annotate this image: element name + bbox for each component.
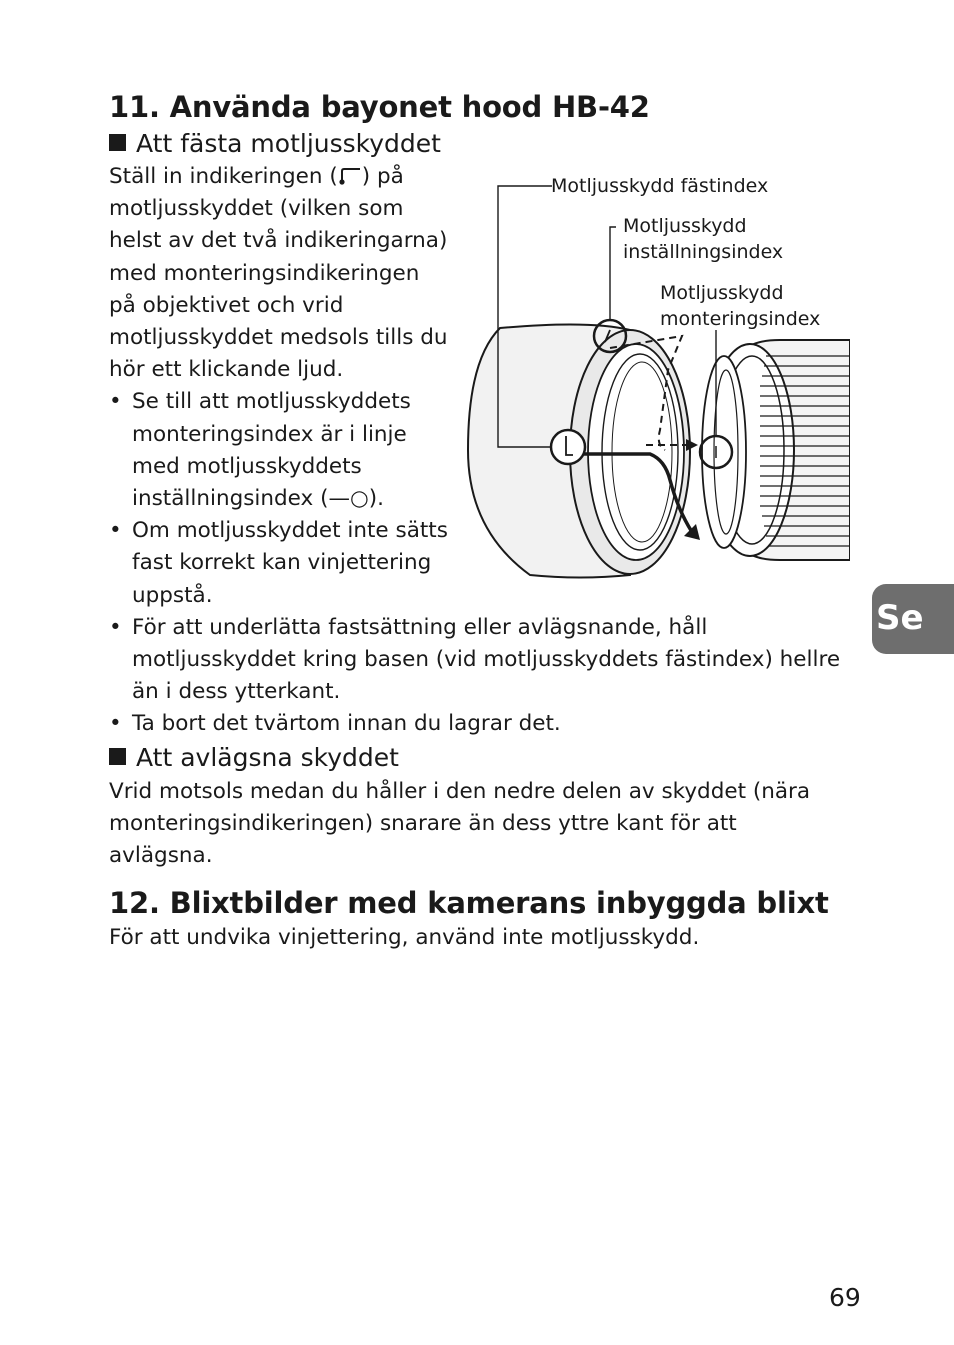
attach-para-line: motljusskyddet (vilken som [109,196,404,222]
lens-illustration [702,340,850,560]
square-bullet-icon [109,134,126,151]
page-number: 69 [829,1283,861,1312]
bullet-line: uppstå. [132,582,213,608]
bullet-line: fast korrekt kan vinjettering [132,550,432,576]
label-hood-setting-index [623,213,783,265]
bullet-line: än i dess ytterkant. [132,679,341,705]
label-line: inställningsindex [623,241,784,263]
attach-index-marker [551,430,585,464]
attach-heading-text: Att fästa motljusskyddet [136,129,441,158]
attach-para-line: på objektivet och vrid [109,292,344,318]
remove-line: Vrid motsols medan du håller i den nedre delen av skyddet (nära [109,779,811,804]
bullet-item [109,612,869,709]
section-12-title: 12. Blixtbilder med kamerans inbyggda blixt [109,886,829,920]
bullet-line: motljusskyddet kring basen (vid motljusskyddets fästindex) hellre [132,647,841,673]
language-tab [872,584,954,654]
attach-para-text: Ställ in indikeringen ( [109,164,338,189]
label-line: Motljusskydd [623,215,747,237]
attach-para-text: ) på [361,164,404,189]
bullet-item [109,708,869,740]
attach-para-line: motljusskyddet medsols tills du [109,325,448,351]
section-12-line: För att undvika vinjettering, använd inte motljusskydd. [109,925,700,950]
attach-para-line: helst av det två indikeringarna) [109,228,448,254]
section-12-text [109,922,699,954]
bullet-line: med motljusskyddets [132,453,362,479]
bullet-line: monteringsindex är i linje [132,421,407,447]
bullet-line: • Ta bort det tvärtom innan du lagrar det. [132,711,561,737]
section-11-title: 11. Använda bayonet hood HB-42 [109,90,650,124]
bullet-line: • För att underlätta fastsättning eller avlägsnande, håll [132,614,708,640]
leader-line-installning [610,227,616,320]
language-tab-label: Se [876,598,924,638]
remove-line: avlägsna. [109,843,213,869]
label-hood-mounting-index [660,280,820,332]
remove-heading-text: Att avlägsna skyddet [136,743,399,772]
square-bullet-icon [109,748,126,765]
attach-heading [109,129,441,159]
remove-heading [109,743,399,773]
arrow-head-icon [686,439,698,451]
attach-para-line: med monteringsindikeringen [109,260,420,286]
remove-body [109,776,869,873]
label-line: Motljusskydd [660,282,784,304]
bullet-line: • Se till att motljusskyddets [132,389,411,415]
rotation-arrow-head-icon [684,524,700,540]
bullet-line: • Om motljusskyddet inte sätts [132,518,448,544]
attach-para-line: hör ett klickande ljud. [109,357,344,383]
label-line: monteringsindex [660,308,821,330]
label-hood-attach-index: Motljusskydd fästindex [551,175,769,197]
bullet-line: inställningsindex (—○). [132,486,384,512]
remove-line: monteringsindikeringen) snarare än dess yttre kant för att [109,811,737,837]
hood-attach-index-icon [338,167,362,185]
